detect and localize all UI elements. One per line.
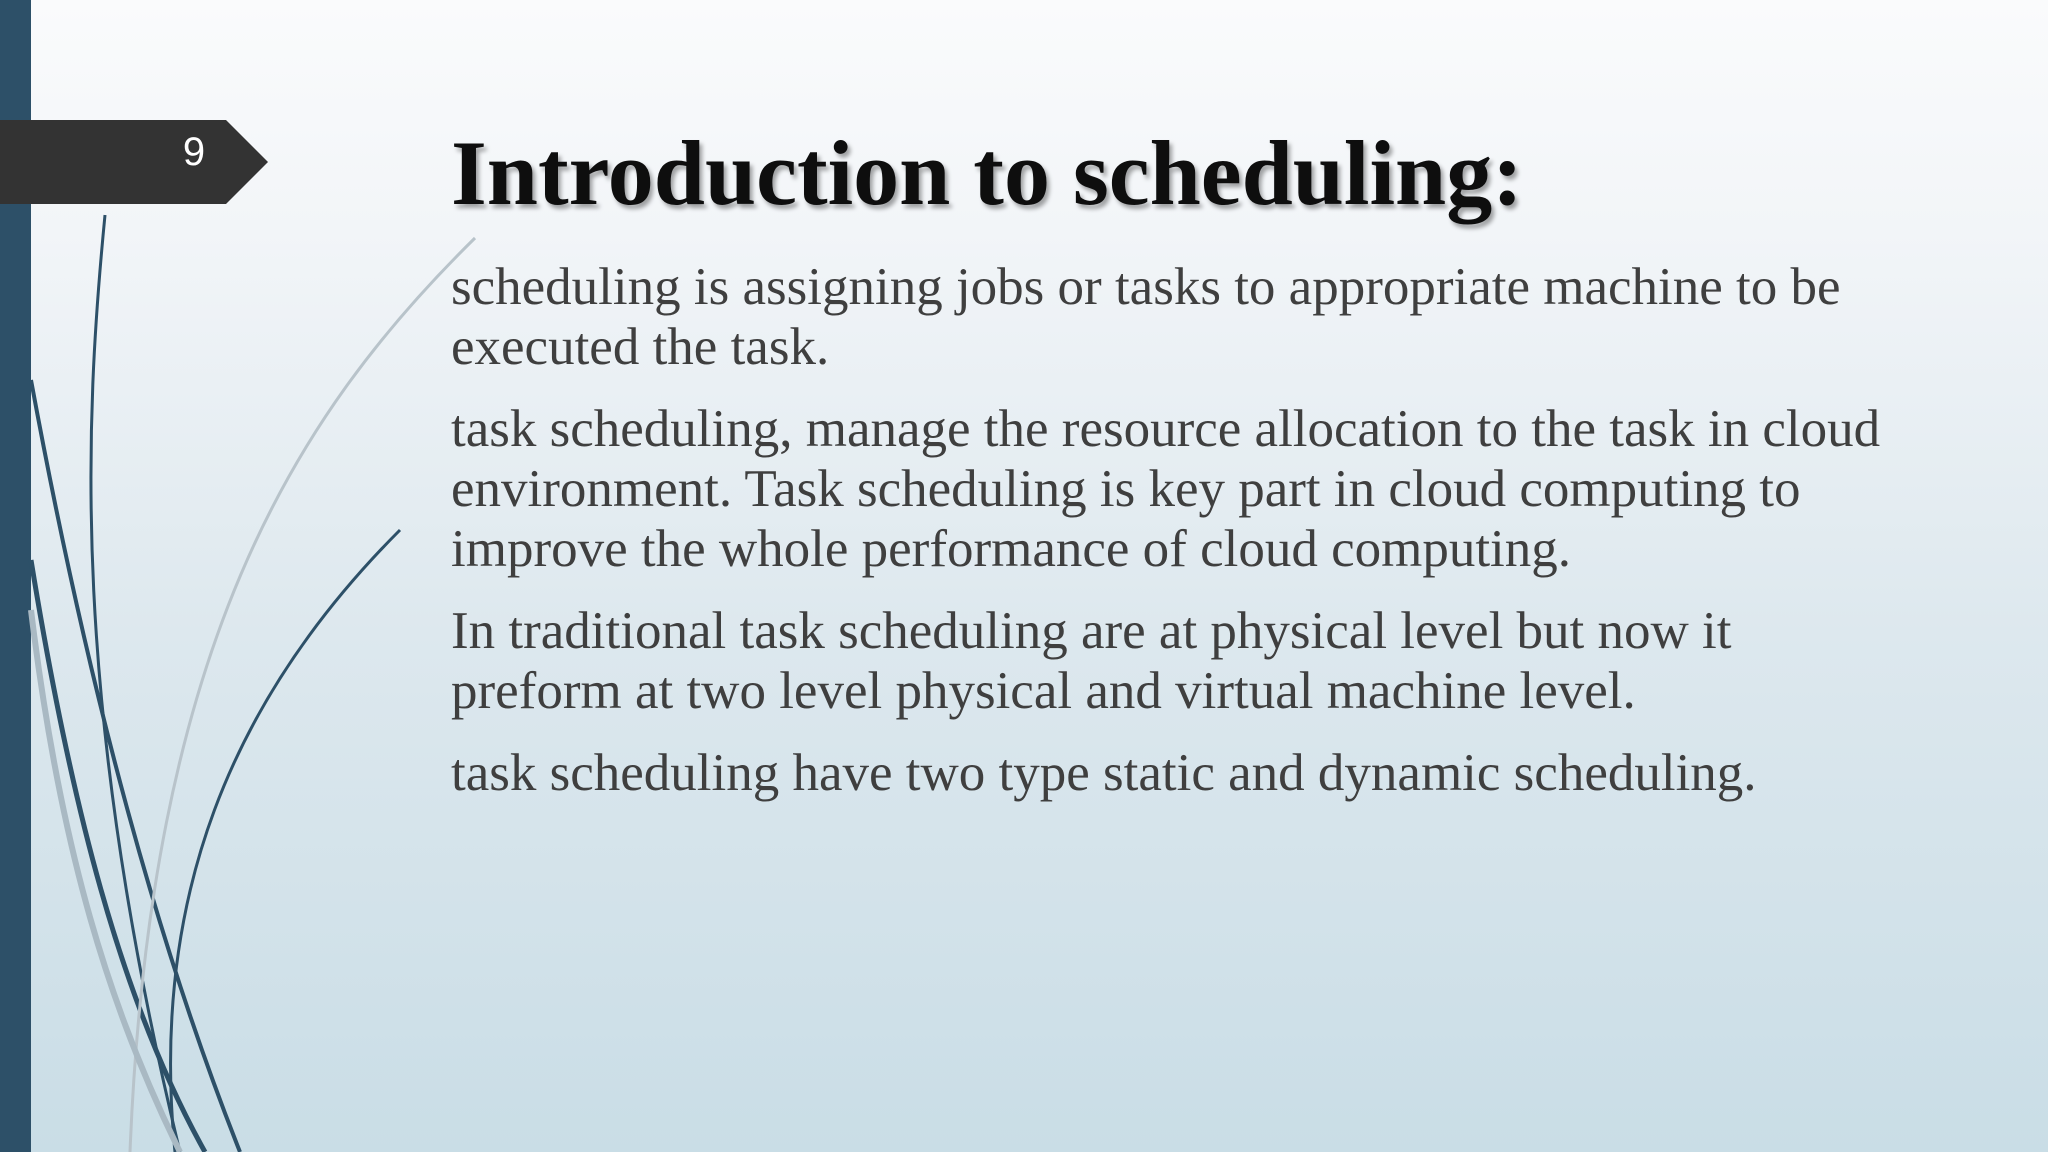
slide-body — [451, 257, 1881, 825]
page-number-tab — [0, 120, 268, 204]
body-paragraph: task scheduling, manage the resource allocation to the task in cloud environment. Task scheduling is key part in cloud computing to improve the whole performance of cloud computing. — [451, 400, 1881, 578]
body-paragraph: scheduling is assigning jobs or tasks to appropriate machine to be executed the task. — [451, 258, 1841, 376]
body-paragraph: In traditional task scheduling are at physical level but now it preform at two level physical and virtual machine level. — [451, 602, 1732, 720]
body-paragraph: task scheduling have two type static and dynamic scheduling. — [451, 744, 1757, 802]
decor-curve — [91, 215, 180, 1152]
page-number: 9 — [182, 130, 206, 174]
decor-curve — [130, 238, 475, 1152]
decor-curve — [31, 560, 205, 1152]
slide-title: Introduction to scheduling: — [451, 122, 1523, 224]
decor-curve — [31, 380, 240, 1152]
